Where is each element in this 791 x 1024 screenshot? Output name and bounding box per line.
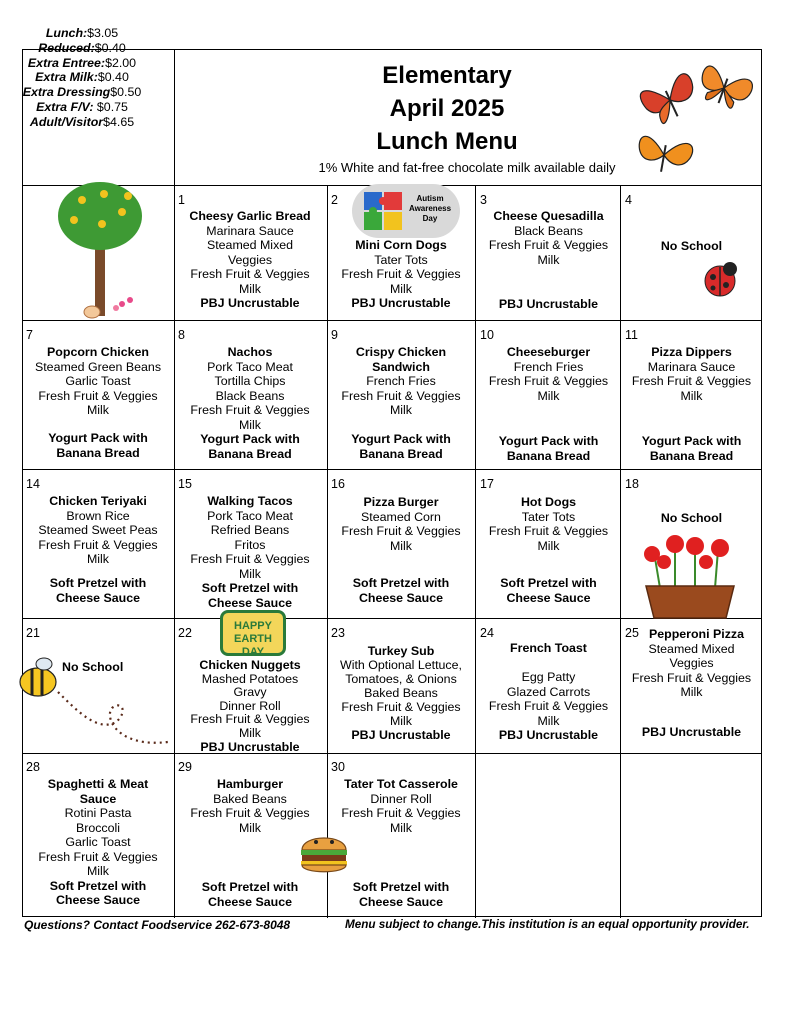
day-cell bbox=[174, 618, 326, 752]
no-school-label: No School bbox=[660, 511, 723, 525]
day-cell bbox=[174, 469, 326, 618]
price-label: Reduced: bbox=[38, 40, 95, 55]
menu-item: Veggies bbox=[669, 656, 714, 670]
alternate-option: PBJ Uncrustable bbox=[351, 728, 451, 742]
menu-item: Marinara Sauce bbox=[206, 223, 294, 238]
menu-item: Fresh Fruit & Veggies bbox=[488, 374, 609, 388]
menu-item: Gravy bbox=[233, 685, 267, 700]
alternate-option: Soft Pretzel with bbox=[500, 576, 597, 590]
alternate-option: Yogurt Pack with bbox=[498, 434, 599, 448]
menu-item: Brown Rice bbox=[66, 508, 130, 523]
price-value: $4.65 bbox=[103, 114, 135, 129]
alternate-option: Soft Pretzel with bbox=[201, 581, 299, 595]
main-dish: Sauce bbox=[79, 791, 117, 806]
price-row bbox=[8, 56, 156, 71]
menu-item: Dinner Roll bbox=[219, 698, 281, 713]
day-number: 15 bbox=[178, 477, 192, 491]
alternate-option: Soft Pretzel with bbox=[201, 880, 299, 894]
day-cell bbox=[174, 185, 326, 319]
price-label: Extra Entree: bbox=[27, 55, 106, 70]
menu-item: Fresh Fruit & Veggies bbox=[488, 699, 609, 713]
main-dish: Spaghetti & Meat bbox=[47, 777, 149, 791]
menu-item: Milk bbox=[238, 566, 262, 581]
day-cell bbox=[621, 618, 762, 752]
day-cell bbox=[327, 320, 475, 469]
menu-item: Black Beans bbox=[215, 388, 285, 403]
page-title: Elementary bbox=[382, 62, 512, 89]
menu-item: Black Beans bbox=[514, 223, 583, 238]
main-dish: Sandwich bbox=[372, 359, 430, 374]
menu-item: Fresh Fruit & Veggies bbox=[190, 712, 310, 727]
day-number: 10 bbox=[480, 328, 494, 342]
main-dish: Cheesy Garlic Bread bbox=[189, 209, 311, 223]
day-cell bbox=[22, 752, 174, 917]
price-value: $2.00 bbox=[105, 55, 137, 70]
menu-item: Fritos bbox=[234, 537, 266, 552]
main-dish: Pepperoni Pizza bbox=[648, 627, 745, 641]
main-dish: Crispy Chicken bbox=[355, 345, 447, 359]
day-cell bbox=[621, 185, 762, 319]
day-number: 24 bbox=[480, 626, 494, 640]
menu-item: Pork Taco Meat bbox=[207, 359, 293, 374]
menu-item: Mashed Potatoes bbox=[201, 671, 299, 686]
alternate-option: Cheese Sauce bbox=[207, 895, 293, 909]
menu-item: Garlic Toast bbox=[65, 374, 131, 388]
alternate-option: Soft Pretzel with bbox=[352, 576, 450, 590]
menu-item: Fresh Fruit & Veggies bbox=[38, 849, 158, 864]
main-dish: Cheeseburger bbox=[506, 345, 591, 359]
alternate-option: PBJ Uncrustable bbox=[200, 739, 300, 754]
menu-item: Fresh Fruit & Veggies bbox=[190, 806, 310, 820]
menu-item: Milk bbox=[389, 538, 413, 553]
menu-item: Fresh Fruit & Veggies bbox=[341, 524, 461, 538]
price-value: $0.40 bbox=[94, 40, 126, 55]
menu-item: Milk bbox=[537, 252, 560, 267]
menu-item: Fresh Fruit & Veggies bbox=[341, 700, 461, 714]
earth-day-badge: HAPPY EARTH DAY bbox=[220, 610, 286, 656]
day-number: 29 bbox=[178, 760, 192, 774]
menu-item: Milk bbox=[238, 281, 262, 296]
day-cell bbox=[327, 618, 475, 752]
price-value: $0.75 bbox=[93, 99, 128, 114]
menu-item: Baked Beans bbox=[364, 686, 438, 700]
menu-item: Milk bbox=[389, 820, 413, 835]
main-dish: Chicken Teriyaki bbox=[49, 494, 147, 508]
alternate-option: PBJ Uncrustable bbox=[351, 296, 451, 310]
main-dish: Chicken Nuggets bbox=[199, 658, 301, 672]
price-row bbox=[8, 26, 156, 41]
day-number: 21 bbox=[26, 626, 40, 640]
menu-item: Tater Tots bbox=[374, 252, 428, 267]
price-row bbox=[8, 85, 156, 100]
alternate-option: Cheese Sauce bbox=[55, 893, 141, 907]
no-school-label: No School bbox=[660, 239, 723, 253]
alternate-option: Soft Pretzel with bbox=[49, 878, 147, 893]
day-cell bbox=[476, 185, 621, 319]
day-cell bbox=[174, 320, 326, 469]
main-dish: Cheese Quesadilla bbox=[493, 209, 604, 223]
main-dish: French Toast bbox=[510, 641, 587, 655]
alternate-option: Yogurt Pack with bbox=[200, 432, 300, 446]
day-number: 8 bbox=[178, 328, 185, 342]
menu-item: Marinara Sauce bbox=[647, 359, 736, 374]
alternate-option: Banana Bread bbox=[208, 446, 292, 461]
day-number: 2 bbox=[331, 193, 338, 207]
menu-item: Steamed Mixed bbox=[206, 238, 294, 252]
day-cell bbox=[476, 320, 621, 469]
day-number: 25 bbox=[625, 626, 639, 640]
alternate-option: Banana Bread bbox=[649, 449, 734, 463]
main-dish: Hot Dogs bbox=[520, 495, 577, 509]
price-label: Adult/Visitor bbox=[29, 114, 104, 129]
day-cell bbox=[621, 469, 762, 618]
menu-item: Milk bbox=[238, 417, 262, 432]
autism-label: Autism Awareness Day bbox=[408, 194, 452, 223]
day-cell bbox=[476, 618, 621, 752]
price-row bbox=[8, 100, 156, 115]
alternate-option: Cheese Sauce bbox=[55, 591, 141, 605]
menu-item: Rotini Pasta bbox=[64, 806, 132, 820]
alternate-option: Yogurt Pack with bbox=[641, 434, 742, 448]
menu-item: Fresh Fruit & Veggies bbox=[38, 537, 158, 552]
menu-item: Milk bbox=[389, 281, 413, 296]
menu-item: Steamed Mixed bbox=[648, 641, 735, 656]
alternate-option: PBJ Uncrustable bbox=[498, 728, 599, 742]
menu-item: Milk bbox=[389, 714, 413, 728]
menu-item: Baked Beans bbox=[213, 791, 287, 806]
alternate-option: Banana Bread bbox=[56, 446, 140, 460]
menu-item: Steamed Green Beans bbox=[34, 359, 162, 374]
menu-item: Tortilla Chips bbox=[214, 374, 286, 388]
price-row bbox=[8, 41, 156, 56]
menu-item: Milk bbox=[680, 388, 703, 403]
menu-item: Milk bbox=[537, 538, 560, 553]
menu-item: French Fries bbox=[513, 359, 584, 374]
main-dish: Pizza Dippers bbox=[651, 345, 732, 359]
menu-item: Veggies bbox=[227, 252, 273, 267]
day-number: 1 bbox=[178, 193, 185, 207]
day-number: 4 bbox=[625, 193, 632, 207]
main-dish: Tater Tot Casserole bbox=[344, 777, 458, 791]
menu-item: Milk bbox=[86, 403, 110, 417]
alternate-option: Cheese Sauce bbox=[358, 895, 444, 909]
menu-item: Milk bbox=[86, 552, 110, 566]
alternate-option: Banana Bread bbox=[359, 447, 443, 461]
menu-item: Milk bbox=[389, 403, 413, 417]
price-value: $0.40 bbox=[97, 70, 129, 85]
day-number: 16 bbox=[331, 477, 345, 491]
menu-item: Milk bbox=[537, 388, 560, 403]
alternate-option: PBJ Uncrustable bbox=[200, 296, 300, 310]
alternate-option: Cheese Sauce bbox=[207, 595, 293, 610]
menu-item: Steamed Sweet Peas bbox=[38, 523, 158, 537]
menu-item: Fresh Fruit & Veggies bbox=[631, 374, 752, 388]
day-number: 17 bbox=[480, 477, 494, 491]
price-label: Extra Dressing bbox=[22, 85, 111, 100]
day-cell bbox=[327, 469, 475, 618]
main-dish: Popcorn Chicken bbox=[47, 345, 149, 359]
alternate-option: Banana Bread bbox=[506, 449, 591, 463]
day-number: 22 bbox=[178, 626, 192, 640]
menu-item: Fresh Fruit & Veggies bbox=[38, 388, 158, 403]
alternate-option: Yogurt Pack with bbox=[351, 432, 451, 446]
spacer bbox=[476, 656, 621, 671]
price-list bbox=[8, 26, 156, 130]
menu-item: French Fries bbox=[366, 374, 436, 388]
day-cell bbox=[22, 469, 174, 618]
alternate-option: Soft Pretzel with bbox=[49, 576, 147, 590]
disclaimer: Menu subject to change.This institution is an equal opportunity provider. bbox=[345, 918, 750, 931]
menu-item: Steamed Corn bbox=[361, 509, 441, 524]
menu-item: Fresh Fruit & Veggies bbox=[631, 670, 752, 685]
alternate-option: Soft Pretzel with bbox=[352, 880, 450, 894]
day-cell bbox=[174, 752, 326, 917]
milk-note: 1% White and fat-free chocolate milk available daily bbox=[318, 160, 616, 175]
price-row bbox=[8, 115, 156, 130]
main-dish: Pizza Burger bbox=[363, 495, 439, 509]
menu-item: Fresh Fruit & Veggies bbox=[341, 388, 461, 403]
day-number: 28 bbox=[26, 760, 40, 774]
price-label: Extra F/V: bbox=[36, 99, 94, 114]
menu-item: Fresh Fruit & Veggies bbox=[488, 524, 609, 538]
menu-item: Egg Patty bbox=[521, 670, 576, 684]
menu-item: Dinner Roll bbox=[370, 791, 432, 806]
menu-item: Fresh Fruit & Veggies bbox=[341, 267, 461, 281]
menu-item: Refried Beans bbox=[210, 523, 290, 537]
menu-item: Milk bbox=[238, 820, 262, 835]
main-dish: Mini Corn Dogs bbox=[355, 238, 447, 252]
main-dish: Walking Tacos bbox=[207, 494, 293, 508]
price-label: Extra Milk: bbox=[35, 70, 98, 85]
menu-item: Fresh Fruit & Veggies bbox=[190, 552, 310, 566]
price-value: $0.50 bbox=[110, 85, 142, 100]
menu-item: Fresh Fruit & Veggies bbox=[190, 403, 310, 417]
price-row bbox=[8, 70, 156, 85]
menu-item: Pork Taco Meat bbox=[207, 508, 293, 523]
main-dish: Nachos bbox=[227, 345, 273, 359]
day-cell bbox=[327, 752, 475, 917]
menu-item: Milk bbox=[537, 713, 560, 728]
page-title-menu: Lunch Menu bbox=[376, 128, 518, 155]
day-number: 7 bbox=[26, 328, 33, 342]
alternate-option: PBJ Uncrustable bbox=[641, 725, 742, 739]
menu-item: Milk bbox=[680, 685, 703, 699]
day-number: 18 bbox=[625, 477, 639, 491]
menu-item: Milk bbox=[238, 725, 262, 740]
price-value: $3.05 bbox=[87, 26, 119, 40]
day-cell bbox=[22, 320, 174, 469]
alternate-option: Cheese Sauce bbox=[358, 591, 444, 605]
alternate-option: Yogurt Pack with bbox=[48, 431, 148, 445]
menu-item: Broccoli bbox=[75, 820, 121, 835]
butterflies-icon bbox=[632, 58, 762, 188]
day-cell bbox=[327, 185, 475, 319]
menu-item: Fresh Fruit & Veggies bbox=[190, 267, 310, 281]
day-cell bbox=[621, 320, 762, 469]
day-number: 9 bbox=[331, 328, 338, 342]
day-number: 14 bbox=[26, 477, 40, 491]
menu-item: Glazed Carrots bbox=[506, 684, 591, 699]
day-number: 11 bbox=[625, 328, 638, 342]
menu-item: With Optional Lettuce, bbox=[340, 658, 462, 672]
alternate-option: PBJ Uncrustable bbox=[498, 297, 599, 311]
menu-item: Tater Tots bbox=[521, 509, 576, 524]
menu-item: Garlic Toast bbox=[65, 835, 131, 849]
page-title-month: April 2025 bbox=[389, 95, 505, 122]
day-cell bbox=[476, 469, 621, 618]
day-number: 3 bbox=[480, 193, 487, 207]
contact-note: Questions? Contact Foodservice 262-673-8048 bbox=[24, 918, 291, 932]
price-label: Lunch: bbox=[45, 26, 88, 40]
main-dish: Hamburger bbox=[216, 777, 284, 791]
menu-item: Fresh Fruit & Veggies bbox=[341, 806, 461, 820]
day-number: 30 bbox=[331, 760, 345, 774]
alternate-option: Cheese Sauce bbox=[506, 591, 591, 605]
menu-item: Milk bbox=[86, 864, 110, 878]
no-school-label: No School bbox=[62, 660, 124, 674]
menu-item: Tomatoes, & Onions bbox=[345, 672, 457, 686]
day-cell bbox=[22, 618, 174, 752]
day-number: 23 bbox=[331, 626, 345, 640]
main-dish: Turkey Sub bbox=[367, 644, 435, 658]
menu-item: Fresh Fruit & Veggies bbox=[488, 238, 609, 252]
tree-icon bbox=[52, 176, 148, 322]
